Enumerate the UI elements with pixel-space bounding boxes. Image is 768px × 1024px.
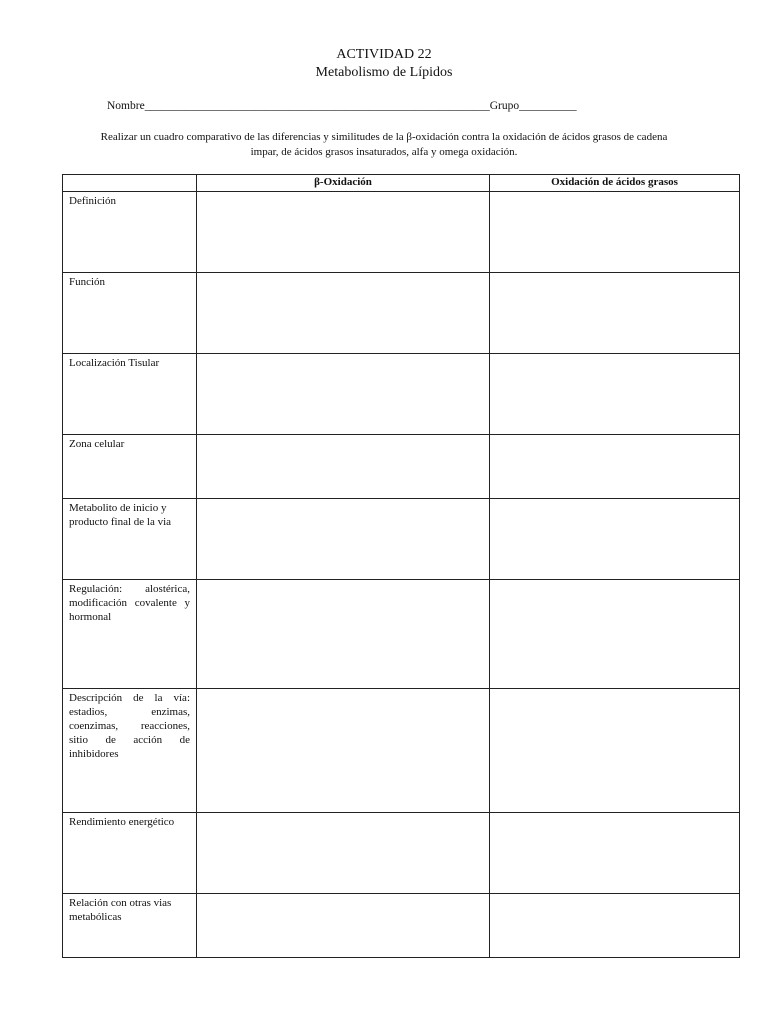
answer-cell[interactable] bbox=[490, 813, 740, 894]
table-row bbox=[63, 580, 740, 689]
row-label-zona-celular: Zona celular bbox=[63, 435, 197, 499]
table-row bbox=[63, 192, 740, 273]
page-title: ACTIVIDAD 22 bbox=[336, 47, 432, 62]
answer-cell[interactable] bbox=[490, 499, 740, 580]
answer-cell[interactable] bbox=[490, 192, 740, 273]
answer-cell[interactable] bbox=[197, 894, 490, 958]
column-header-fatty-acid-oxidation: Oxidación de ácidos grasos bbox=[490, 175, 740, 192]
answer-cell[interactable] bbox=[197, 499, 490, 580]
answer-cell[interactable] bbox=[490, 435, 740, 499]
name-group-line bbox=[107, 99, 577, 113]
table-row bbox=[63, 273, 740, 354]
page-subtitle: Metabolismo de Lípidos bbox=[315, 65, 453, 80]
name-field[interactable]: ____________________________________________________________ bbox=[144, 100, 490, 112]
answer-cell[interactable] bbox=[197, 354, 490, 435]
row-label-localizacion-tisular: Localización Tisular bbox=[63, 354, 197, 435]
row-label-definicion: Definición bbox=[63, 192, 197, 273]
answer-cell[interactable] bbox=[197, 689, 490, 813]
name-label: Nombre bbox=[107, 100, 145, 112]
table-row bbox=[63, 354, 740, 435]
row-label-descripcion-via: Descripción de la vía: estadios, enzimas, coenzimas, reacciones, sitio de acción de inhibidores bbox=[63, 689, 197, 813]
column-header-blank bbox=[63, 175, 197, 192]
row-label-relacion: Relación con otras vias metabólicas bbox=[63, 894, 197, 958]
answer-cell[interactable] bbox=[197, 273, 490, 354]
row-label-metabolito: Metabolito de inicio y producto final de la via bbox=[63, 499, 197, 580]
row-label-funcion: Función bbox=[63, 273, 197, 354]
answer-cell[interactable] bbox=[197, 435, 490, 499]
answer-cell[interactable] bbox=[490, 689, 740, 813]
answer-cell[interactable] bbox=[490, 273, 740, 354]
table-header-row bbox=[63, 175, 740, 192]
answer-cell[interactable] bbox=[490, 354, 740, 435]
row-label-regulacion: Regulación: alostérica, modificación covalente y hormonal bbox=[63, 580, 197, 689]
group-field[interactable]: __________ bbox=[519, 100, 577, 112]
row-label-rendimiento: Rendimiento energético bbox=[63, 813, 197, 894]
column-header-beta-oxidation: β-Oxidación bbox=[197, 175, 490, 192]
table-row bbox=[63, 689, 740, 813]
instructions: Realizar un cuadro comparativo de las diferencias y similitudes de la β-oxidación contra la oxidación de ácidos grasos de cadena impar, de ácidos grasos insaturados, alfa y omega oxidación. bbox=[100, 131, 668, 158]
table-row bbox=[63, 435, 740, 499]
table-row bbox=[63, 894, 740, 958]
comparison-table bbox=[62, 174, 740, 958]
answer-cell[interactable] bbox=[490, 894, 740, 958]
table-row bbox=[63, 813, 740, 894]
group-label: Grupo bbox=[489, 100, 520, 112]
answer-cell[interactable] bbox=[197, 580, 490, 689]
answer-cell[interactable] bbox=[490, 580, 740, 689]
answer-cell[interactable] bbox=[197, 192, 490, 273]
table-row bbox=[63, 499, 740, 580]
answer-cell[interactable] bbox=[197, 813, 490, 894]
